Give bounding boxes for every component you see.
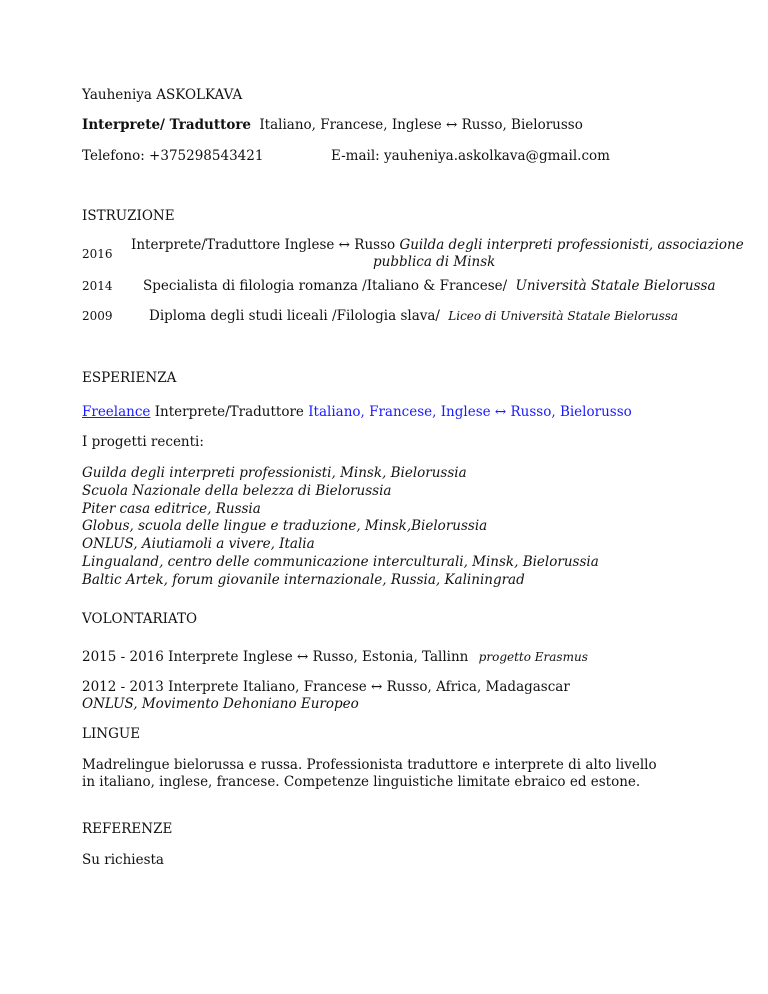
volunteering-item-1	[82, 649, 588, 665]
volunteering-item-2-org: ONLUS, Movimento Dehoniano Europeo	[82, 696, 359, 712]
languages-line-2: in italiano, inglese, francese. Competenze linguistiche limitate ebraico ed estone.	[82, 774, 641, 790]
education-title-3-text: Diploma degli studi liceali /Filologia slava/	[149, 308, 440, 324]
education-place-1b: pubblica di Minsk	[373, 254, 496, 270]
education-year-1: 2016	[82, 247, 113, 261]
list-item: Scuola Nazionale della belezza di Bielorussia	[82, 482, 392, 499]
experience-heading: ESPERIENZA	[82, 370, 177, 386]
volunteering-heading: VOLONTARIATO	[82, 611, 198, 627]
volunteering-item-1-text: 2015 - 2016 Interprete Inglese ↔ Russo, Estonia, Tallinn	[82, 649, 469, 665]
education-title-2-text: Specialista di filologia romanza /Italiano & Francese/	[143, 278, 508, 294]
education-title-1-text: Interprete/Traduttore Inglese ↔ Russo	[131, 237, 396, 253]
list-item: Lingualand, centro delle communicazione interculturali, Minsk, Bielorussia	[82, 553, 599, 570]
volunteering-item-2: 2012 - 2013 Interprete Italiano, Francese ↔ Russo, Africa, Madagascar	[82, 679, 570, 695]
education-year-3: 2009	[82, 309, 113, 323]
phone: Telefono: +375298543421	[82, 148, 264, 164]
list-item: Piter casa editrice, Russia	[82, 500, 261, 517]
list-item: Guilda degli interpreti professionisti, Minsk, Bielorussia	[82, 465, 467, 481]
role-line	[82, 117, 583, 133]
education-place-2: Università Statale Bielorussa	[515, 278, 716, 294]
list-item: Globus, scuola delle lingue e traduzione, Minsk,Bielorussia	[82, 518, 488, 535]
education-year-2: 2014	[82, 279, 113, 293]
experience-role: Interprete/Traduttore	[150, 404, 309, 420]
education-place-1a: Guilda degli interpreti professionisti, associazione	[399, 237, 744, 253]
volunteering-item-1-note: progetto Erasmus	[478, 650, 588, 664]
projects-label: I progetti recenti:	[82, 434, 204, 450]
education-heading: ISTRUZIONE	[82, 208, 175, 224]
experience-line	[82, 404, 632, 420]
list-item: ONLUS, Aiutiamoli a vivere, Italia	[82, 536, 315, 553]
education-title-2	[143, 278, 716, 294]
projects-list	[82, 465, 599, 590]
education-place-3: Liceo di Università Statale Bielorussa	[448, 309, 679, 323]
languages-line-1: Madrelingue bielorussa e russa. Professionista traduttore e interprete di alto livello	[82, 757, 657, 773]
experience-languages: Italiano, Francese, Inglese ↔ Russo, Bielorusso	[308, 404, 632, 420]
languages-heading: LINGUE	[82, 726, 141, 742]
email: E-mail: yauheniya.askolkava@gmail.com	[331, 148, 610, 164]
education-title-3	[149, 308, 678, 324]
list-item: Baltic Artek, forum giovanile internazionale, Russia, Kaliningrad	[82, 571, 525, 588]
references-heading: REFERENZE	[82, 821, 173, 837]
education-title-1	[131, 237, 744, 253]
freelance-link[interactable]: Freelance	[82, 404, 151, 420]
references-text: Su richiesta	[82, 852, 164, 868]
role-languages: Italiano, Francese, Inglese ↔ Russo, Bielorusso	[259, 117, 583, 133]
candidate-name: Yauheniya ASKOLKAVA	[82, 87, 243, 103]
role-label: Interprete/ Traduttore	[82, 117, 252, 133]
